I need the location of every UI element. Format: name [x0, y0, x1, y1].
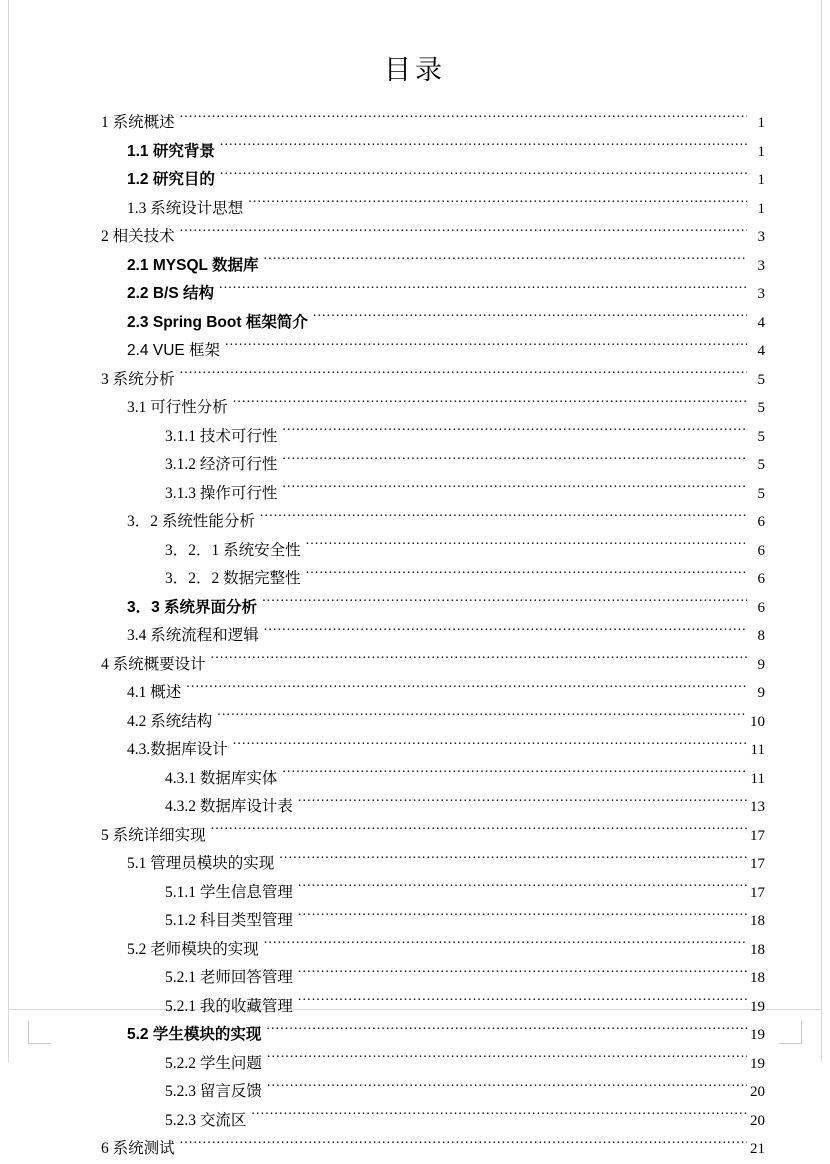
- toc-entry[interactable]: [165, 907, 765, 936]
- toc-leader-dots: [233, 739, 747, 755]
- toc-entry[interactable]: [127, 508, 765, 537]
- toc-entry-page-number: 3: [757, 286, 765, 302]
- toc-entry[interactable]: [127, 280, 765, 309]
- toc-entry[interactable]: [127, 337, 765, 366]
- toc-entry[interactable]: [127, 679, 765, 708]
- toc-leader-dots: [264, 938, 747, 954]
- toc-entry[interactable]: [165, 793, 765, 822]
- toc-entry-label: 5.2.2 学生问题: [165, 1054, 262, 1072]
- toc-leader-dots: [298, 995, 747, 1011]
- toc-entry-label: 1.2 研究目的: [127, 171, 215, 188]
- toc-entry[interactable]: [165, 451, 765, 480]
- toc-entry-page-number: 1: [757, 143, 765, 160]
- toc-entry-page-number: 19: [750, 1055, 765, 1072]
- toc-entry-page-number: 18: [750, 970, 765, 986]
- toc-entry-page-number: 6: [757, 542, 765, 559]
- toc-entry-page-number: 17: [750, 856, 765, 872]
- toc-entry-label: 1 系统概述: [101, 114, 175, 131]
- toc-entry[interactable]: [101, 822, 765, 851]
- toc-leader-dots: [313, 311, 747, 327]
- toc-entry-page-number: 9: [757, 656, 765, 673]
- toc-entry-label: 5.2.1 老师回答管理: [165, 969, 293, 986]
- toc-entry[interactable]: [165, 423, 765, 452]
- toc-leader-dots: [298, 910, 747, 926]
- toc-entry-label: 2.3 Spring Boot 框架简介: [127, 313, 308, 331]
- toc-entry[interactable]: [127, 936, 765, 965]
- toc-entry-label: 3.4 系统流程和逻辑: [127, 627, 259, 644]
- toc-leader-dots: [267, 1081, 747, 1097]
- toc-entry-label: 3．2．2 数据完整性: [165, 570, 301, 587]
- toc-entry-label: 3.1.2 经济可行性: [165, 456, 278, 473]
- toc-entry-page-number: 5: [757, 457, 765, 473]
- toc-entry-label: 5.2 老师模块的实现: [127, 940, 259, 958]
- toc-leader-dots: [306, 568, 747, 584]
- toc-entry[interactable]: [165, 765, 765, 794]
- toc-entry-page-number: 19: [750, 1027, 765, 1043]
- toc-entry-page-number: 6: [757, 571, 765, 587]
- toc-entry-page-number: 11: [750, 742, 765, 758]
- page-title: 目录: [384, 55, 446, 85]
- toc-leader-dots: [264, 625, 747, 641]
- toc-entry-label: 2 相关技术: [101, 228, 175, 245]
- table-of-contents: [65, 109, 765, 1164]
- toc-leader-dots: [211, 824, 747, 840]
- toc-entry-page-number: 1: [757, 115, 765, 131]
- toc-entry[interactable]: [127, 252, 765, 281]
- toc-entry-page-number: 9: [757, 685, 765, 701]
- toc-entry[interactable]: [165, 993, 765, 1022]
- toc-entry-label: 3 系统分析: [101, 370, 175, 388]
- toc-leader-dots: [211, 653, 747, 669]
- toc-leader-dots: [251, 1109, 747, 1125]
- toc-entry-page-number: 8: [757, 628, 765, 644]
- toc-entry-label: 5.1 管理员模块的实现: [127, 855, 275, 872]
- toc-entry[interactable]: [165, 537, 765, 566]
- toc-leader-dots: [180, 368, 747, 384]
- toc-leader-dots: [282, 482, 747, 498]
- toc-entry-page-number: 6: [757, 514, 765, 530]
- toc-entry-page-number: 11: [750, 770, 765, 787]
- toc-leader-dots: [266, 1024, 747, 1040]
- toc-entry-label: 2.1 MYSQL 数据库: [127, 256, 259, 274]
- toc-leader-dots: [219, 283, 747, 299]
- toc-leader-dots: [282, 425, 747, 441]
- toc-entry-page-number: 19: [750, 998, 765, 1015]
- toc-entry[interactable]: [101, 651, 765, 680]
- toc-leader-dots: [298, 796, 747, 812]
- toc-entry-label: 1.1 研究背景: [127, 142, 215, 160]
- toc-entry-label: 3．2 系统性能分析: [127, 513, 255, 530]
- toc-entry-page-number: 3: [757, 257, 765, 274]
- toc-leader-dots: [260, 511, 747, 527]
- toc-entry-page-number: 4: [757, 343, 765, 359]
- toc-entry-label: 5.1.2 科目类型管理: [165, 912, 293, 929]
- toc-entry-page-number: 1: [757, 200, 765, 217]
- toc-entry[interactable]: [165, 1078, 765, 1107]
- toc-entry-page-number: 5: [757, 400, 765, 416]
- toc-entry-label: 4.2 系统结构: [127, 712, 213, 730]
- toc-entry[interactable]: [165, 1050, 765, 1079]
- toc-leader-dots: [262, 596, 747, 612]
- toc-entry-page-number: 20: [750, 1112, 765, 1129]
- toc-entry[interactable]: [127, 622, 765, 651]
- toc-entry[interactable]: [127, 309, 765, 338]
- toc-leader-dots: [298, 881, 747, 897]
- toc-entry-label: 3.1 可行性分析: [127, 399, 228, 416]
- toc-entry-label: 4.1 概述: [127, 684, 182, 701]
- toc-entry-label: 4 系统概要设计: [101, 655, 206, 673]
- toc-entry[interactable]: [165, 1107, 765, 1136]
- toc-entry[interactable]: [165, 565, 765, 594]
- toc-leader-dots: [180, 1138, 747, 1154]
- toc-leader-dots: [186, 682, 747, 698]
- toc-entry-label: 2.2 B/S 结构: [127, 285, 214, 302]
- toc-leader-dots: [282, 454, 747, 470]
- toc-entry-page-number: 21: [750, 1141, 765, 1157]
- toc-entry-page-number: 6: [757, 599, 765, 616]
- toc-entry-label: 5.2.3 留言反馈: [165, 1083, 262, 1100]
- toc-entry[interactable]: [165, 879, 765, 908]
- toc-entry[interactable]: [101, 109, 765, 138]
- toc-entry-label: 4.3.1 数据库实体: [165, 769, 278, 787]
- toc-entry-label: 5.2 学生模块的实现: [127, 1026, 262, 1043]
- toc-entry-label: 3.1.1 技术可行性: [165, 427, 278, 445]
- toc-entry-label: 5.1.1 学生信息管理: [165, 883, 293, 901]
- toc-entry-page-number: 5: [757, 428, 765, 445]
- toc-leader-dots: [220, 140, 747, 156]
- toc-entry[interactable]: [127, 1021, 765, 1050]
- toc-entry-page-number: 10: [750, 713, 765, 730]
- toc-leader-dots: [267, 1052, 747, 1068]
- toc-entry-label: 5 系统详细实现: [101, 826, 206, 844]
- toc-entry-page-number: 3: [757, 229, 765, 245]
- toc-leader-dots: [180, 226, 747, 242]
- toc-leader-dots: [248, 197, 747, 213]
- toc-entry[interactable]: [127, 394, 765, 423]
- toc-entry[interactable]: [127, 850, 765, 879]
- toc-leader-dots: [279, 853, 747, 869]
- toc-entry[interactable]: [127, 166, 765, 195]
- toc-leader-dots: [180, 112, 747, 128]
- toc-entry-page-number: 5: [757, 371, 765, 388]
- toc-entry-label: 3．2．1 系统安全性: [165, 541, 301, 559]
- toc-leader-dots: [233, 397, 747, 413]
- toc-entry-page-number: 18: [750, 913, 765, 929]
- toc-entry-label: 4.3.2 数据库设计表: [165, 798, 293, 815]
- toc-entry-label: 2.4 VUE 框架: [127, 342, 221, 359]
- toc-entry-page-number: 17: [750, 884, 765, 901]
- toc-entry-page-number: 5: [757, 485, 765, 502]
- toc-entry[interactable]: [127, 736, 765, 765]
- toc-entry-page-number: 1: [757, 172, 765, 188]
- toc-entry-label: 6 系统测试: [101, 1140, 175, 1157]
- toc-entry-label: 1.3 系统设计思想: [127, 199, 244, 217]
- toc-entry[interactable]: [127, 195, 765, 224]
- toc-entry-label: 3．3 系统界面分析: [127, 598, 258, 616]
- toc-leader-dots: [298, 967, 747, 983]
- toc-entry[interactable]: [101, 223, 765, 252]
- toc-entry[interactable]: [101, 1135, 765, 1164]
- toc-entry[interactable]: [101, 366, 765, 395]
- toc-entry-label: 3.1.3 操作可行性: [165, 484, 278, 502]
- toc-leader-dots: [225, 340, 747, 356]
- toc-entry-page-number: 20: [750, 1084, 765, 1100]
- toc-entry[interactable]: [127, 138, 765, 167]
- toc-entry-label: 4.3.数据库设计: [127, 741, 228, 758]
- toc-entry-label: 5.2.3 交流区: [165, 1111, 247, 1129]
- toc-leader-dots: [217, 710, 747, 726]
- toc-entry[interactable]: [127, 594, 765, 623]
- toc-leader-dots: [306, 539, 747, 555]
- toc-leader-dots: [264, 254, 748, 270]
- toc-entry-label: 5.2.1 我的收藏管理: [165, 997, 293, 1015]
- toc-leader-dots: [282, 767, 747, 783]
- toc-leader-dots: [220, 169, 747, 185]
- toc-entry[interactable]: [127, 708, 765, 737]
- toc-entry-page-number: 18: [750, 941, 765, 958]
- toc-entry[interactable]: [165, 964, 765, 993]
- toc-entry-page-number: 13: [750, 799, 765, 815]
- toc-entry-page-number: 4: [757, 314, 765, 331]
- toc-entry-page-number: 17: [750, 827, 765, 844]
- toc-entry[interactable]: [165, 480, 765, 509]
